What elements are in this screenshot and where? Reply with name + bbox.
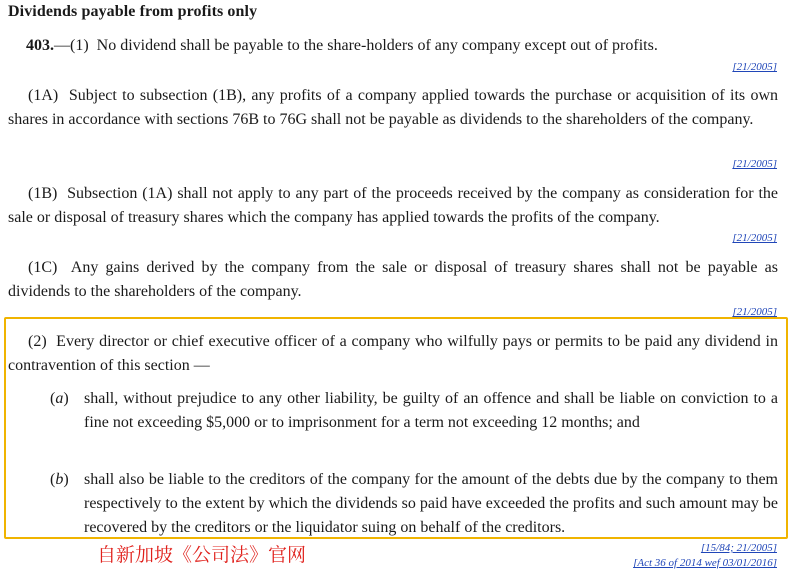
amendment-ref-1b-text[interactable]: [21/2005] xyxy=(732,232,777,244)
section-dash: — xyxy=(54,37,70,54)
amendment-ref-1[interactable] xyxy=(732,61,777,74)
subsection-1b-text: Subsection (1A) shall not apply to any part of the proceeds received by the company as consideration for the sale or disposal of treasury shares which the company has applied towards the profits of the company. xyxy=(8,185,778,226)
subsection-1a-text: Subject to subsection (1B), any profits of a company applied towards the purchase or acquisition of its own shares in accordance with sections 76B to 76G shall not be payable as dividends to the shareholders of the company. xyxy=(8,87,779,128)
amendment-ref-2-line-2[interactable]: [Act 36 of 2014 wef 03/01/2016] xyxy=(633,557,777,569)
paragraph-b-label: (b) xyxy=(50,471,69,488)
amendment-ref-1a[interactable] xyxy=(732,158,777,171)
subsection-1 xyxy=(8,34,778,58)
amendment-ref-1b[interactable] xyxy=(732,232,777,245)
subsection-1a xyxy=(8,84,778,132)
paragraph-a-label: (a) xyxy=(50,390,69,407)
subsection-1c-label: (1C) xyxy=(28,259,58,276)
amendment-ref-1c-text[interactable]: [21/2005] xyxy=(732,306,777,318)
paragraph-b-text: shall also be liable to the creditors of the company for the amount of the debts due by the company to them respectively to the extent by which the dividends so paid have exceeded the profits and such amount may be recovered by the creditors or the liquidator suing on behalf of the creditors. xyxy=(84,471,778,536)
amendment-ref-2[interactable] xyxy=(633,541,777,571)
subsection-2 xyxy=(8,330,778,378)
section-heading: Dividends payable from profits only xyxy=(8,3,258,20)
subsection-1c xyxy=(8,256,778,304)
paragraph-b-letter: b xyxy=(55,471,64,488)
amendment-ref-1a-text[interactable]: [21/2005] xyxy=(732,158,777,170)
paragraph-a xyxy=(50,387,778,435)
paragraph-a-letter: a xyxy=(55,390,64,407)
subsection-1a-label: (1A) xyxy=(28,87,59,104)
amendment-ref-2-line-1[interactable]: [15/84; 21/2005] xyxy=(700,542,777,554)
subsection-1b-label: (1B) xyxy=(28,185,58,202)
subsection-1-label: (1) xyxy=(70,37,89,54)
section-number: 403. xyxy=(26,37,54,54)
subsection-1c-text: Any gains derived by the company from the sale or disposal of treasury shares shall not be payable as dividends to the shareholders of the company. xyxy=(8,259,779,300)
source-watermark: 自新加坡《公司法》官网 xyxy=(97,544,307,566)
amendment-ref-1-text[interactable]: [21/2005] xyxy=(732,61,777,73)
paragraph-a-text: shall, without prejudice to any other liability, be guilty of an offence and shall be liable on conviction to a fine not exceeding $5,000 or to imprisonment for a term not exceeding 12 months; and xyxy=(84,390,778,431)
subsection-2-text: Every director or chief executive officer of a company who wilfully pays or permits to be paid any dividend in contravention of this section — xyxy=(8,333,778,374)
paragraph-b xyxy=(50,468,778,540)
subsection-2-label: (2) xyxy=(28,333,47,350)
subsection-1-text: No dividend shall be payable to the share-holders of any company except out of profits. xyxy=(96,37,658,54)
subsection-1b xyxy=(8,182,778,230)
